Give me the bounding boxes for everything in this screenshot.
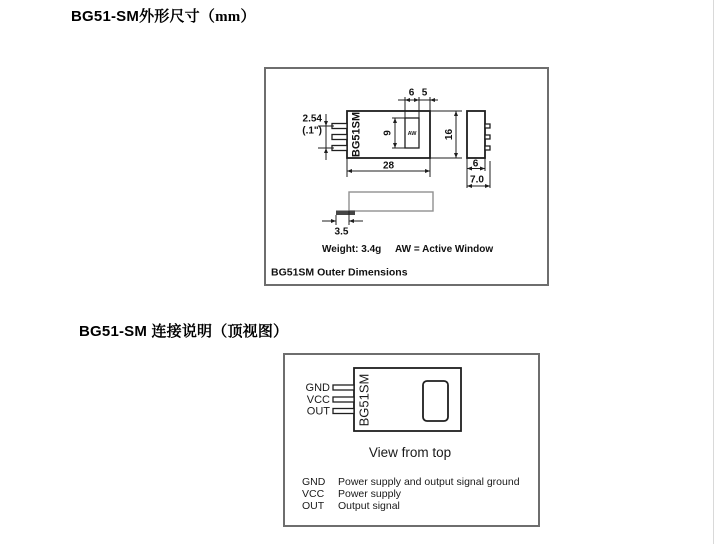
- sensor-window: [423, 381, 448, 421]
- page-edge-line: [713, 0, 714, 544]
- pin-label-out: OUT: [306, 405, 330, 418]
- dim-module-height: [430, 111, 462, 158]
- dim-pin-pitch-mm-label: 2.54: [302, 113, 322, 125]
- title-unit: （mm）: [199, 9, 256, 25]
- dim-pin-pitch-inch-label: (.1"): [302, 125, 322, 137]
- module-top-view: [354, 368, 461, 431]
- legend-out-name: OUT: [302, 500, 325, 512]
- dim-module-height-label: 16: [444, 128, 455, 141]
- weight-note: Weight: 3.4g: [322, 244, 382, 255]
- section-title-outer-dimensions: [71, 5, 256, 26]
- dim-aw-height-label: 9: [382, 130, 394, 136]
- dim-aw-to-edge-label: 5: [421, 87, 428, 99]
- active-window-label: AW: [407, 131, 417, 137]
- view-from-top-label: View from top: [368, 445, 452, 460]
- legend-vcc-name: VCC: [302, 488, 325, 500]
- module-pins-left: [332, 124, 347, 151]
- active-window-note: AW = Active Window: [395, 244, 494, 255]
- pin-legend: [302, 476, 520, 512]
- dim-pin-pitch: [302, 114, 334, 161]
- connection-figure: [283, 353, 540, 527]
- outer-dimensions-drawing: [266, 69, 547, 284]
- figure1-caption: BG51SM Outer Dimensions: [271, 266, 408, 279]
- dim-side-body-label: 6: [472, 158, 479, 170]
- dim-module-width: [347, 158, 430, 177]
- legend-out-description: Output signal: [338, 500, 400, 512]
- active-window: [405, 118, 419, 148]
- module-side-view: [467, 111, 490, 158]
- module-pins-left: [333, 385, 354, 414]
- dim-side-total-label: 7.0: [470, 174, 484, 186]
- dim-aw-height: [383, 118, 406, 148]
- dim-module-width-label: 28: [382, 160, 395, 172]
- dim-side-total: [467, 158, 490, 188]
- pin-label-vcc: VCC: [306, 394, 330, 406]
- module-profile-view: [336, 192, 433, 215]
- title-text: BG51-SM外形尺寸: [71, 8, 200, 25]
- module-label: BG51SM: [356, 373, 372, 427]
- outer-dimensions-figure: [264, 67, 549, 286]
- module-label: BG51SM: [350, 111, 363, 158]
- dim-aw-width-label: 6: [408, 87, 415, 99]
- connection-drawing: [285, 355, 538, 525]
- legend-gnd-name: GND: [302, 476, 326, 488]
- dim-aw-width-offset: [398, 88, 438, 119]
- pin-label-gnd: GND: [305, 382, 330, 394]
- dim-pin-protrusion-label: 3.5: [334, 226, 349, 238]
- legend-vcc-description: Power supply: [338, 488, 402, 500]
- section-title-connection: BG51-SM 连接说明（顶视图）: [79, 323, 289, 340]
- legend-gnd-description: Power supply and output signal ground: [338, 476, 520, 488]
